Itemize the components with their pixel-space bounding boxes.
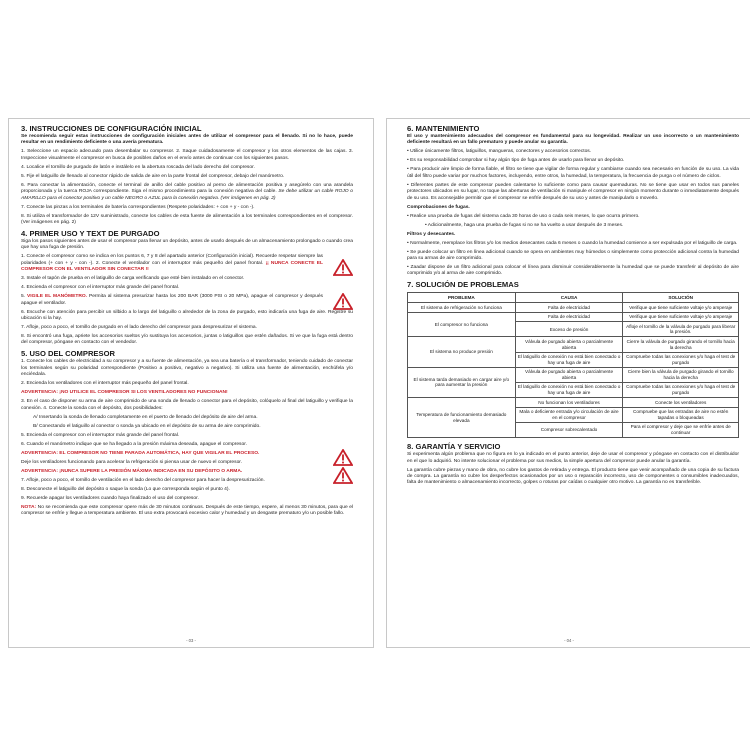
solution-cell: Compruebe que las entradas de aire no estén tapadas o bloqueadas (623, 407, 739, 422)
section-5-warning-fans: ADVERTENCIA: ¡NO UTILICE EL COMPRESOR SI LOS VENTILADORES NO FUNCIONAN! (21, 390, 228, 396)
note-text: No se recomienda que este compresor opere más de 30 minutos continuos. Después de este tiempo, espere, al menos 30 minutos, para que el compresor se enfríe y llegue a temperatura ambiente. El uso extra provocará excesivo calor y humedad y un desgaste prematuro y/o un posible fallo. (21, 504, 354, 517)
section-3-step-7: 7. Conecte las pinzas a los terminales de batería correspondientes (Respete polaridades: + con + y - con -). (21, 204, 255, 210)
manual-page-left (8, 118, 374, 648)
section-5-fans-note: Deje los ventiladores funcionando para acelerar la refrigeración si piensa usar de nuevo el compresor. (21, 459, 243, 465)
section-3-title: 3. INSTRUCCIONES DE CONFIGURACIÓN INICIAL (21, 124, 202, 133)
leak-checks-title: Comprobaciones de fugas. (407, 204, 470, 210)
table-row (408, 337, 739, 352)
cause-cell: El latiguillo de conexión no está bien conectado o hay una fuga de aire (515, 382, 623, 397)
section-4-step-5-row (21, 294, 353, 307)
table-row (408, 367, 739, 382)
problem-cell: El sistema no produce presión (408, 337, 516, 367)
section-5-step-3: 3. En el caso de disponer su arma de aire comprimido de una sonda de llenado o conector para el depósito, colóquelo al final del latiguillo y verifique la conexión. 4. Conecte la sonda con el depósito, dos posibilidades: (21, 399, 353, 411)
section-8-title: 8. GARANTÍA Y SERVICIO (407, 442, 501, 452)
filters-1: • Normalmente, reemplace los filtros y/o los medios desecantes cada 6 meses o cuando la humedad comience a ser expulsada por el latiguillo de carga. (407, 240, 738, 246)
section-3-step-1: 1. Seleccione un espacio adecuado para desembalar su compresor. 2. Saque cuidadosamente el compresor y los otros elementos de las cajas. 3. Inspeccione visualmente el compresor en busca de posibles daños en el envío antes de continuar con los siguientes pasos. (21, 149, 353, 161)
section-6-title: 6. MANTENIMIENTO (407, 124, 480, 133)
step-1-text: 1. Conecte el compresor como se indica en los puntos 6, 7 y 8 del apartado anterior (Configuración inicial). Recuerde respetar siempre las polaridades (+ con + y - con -). 2. Conecte el ventilador con el interruptor más pequeño del panel frontal. (21, 254, 323, 266)
cause-cell: Válvula de purgado abierta o parcialmente abierta (515, 367, 623, 382)
section-5-step-1: 1. Conecte los cables de electricidad a su compresor y a su fuente de alimentación, ya sea una batería o el transformador, teniendo cuidado de conectar los terminales según su polaridad correspondiente (Positivo a positivo, negativo a negativo). Si utiliza una fuente de alimentación, enchúfela y/o enciéndala. (21, 359, 353, 378)
section-5-step-8: 8. Desconecte el latiguillo del depósito o saque la sonda (Lo que corresponda según el punto 4). (21, 486, 230, 492)
section-4-step-8: 8. Si encontró una fuga, apriete los accesorios sueltos y/o sustituya los accesorios, juntas o latiguillos que estén dañados. Si ve que la fuga está dentro del compresor, póngase en contacto con el vendedor. (21, 334, 353, 346)
cause-cell: Falta de electricidad (515, 312, 623, 322)
section-4-intro: Siga los pasos siguientes antes de usar el compresor para llenar un depósito, antes de usarlo después de un almacenamiento prolongado o cuando crea que hay una fuga de presión. (21, 239, 353, 251)
section-5-step-2: 2. Encienda los ventiladores con el interruptor más pequeño del panel frontal. (21, 381, 189, 387)
step-5-num: 5. (21, 294, 26, 300)
section-5-warning-no-autostop: ADVERTENCIA: EL COMPRESOR NO TIENE PARADA AUTOMÁTICA, HAY QUE VIGILAR EL PROCESO. (21, 450, 260, 456)
table-row (408, 398, 739, 408)
section-4-title: 4. PRIMER USO Y TEXT DE PURGADO (21, 229, 160, 239)
section-4-step-3: 3. Instale el tapón de prueba en el latiguillo de carga verificando que esté bien instalado en el conector. (21, 276, 245, 282)
header-causa: CAUSA (515, 293, 623, 303)
warning-triangle-icon (333, 293, 353, 310)
solution-cell: Cierre la válvula de purgado girando el tornillo hacia la derecha (623, 337, 739, 352)
section-5-warning-max-pressure: ADVERTENCIA: ¡NUNCA SUPERE LA PRESIÓN MÁXIMA INDICADA EN SU DEPÓSITO O ARMA. (21, 468, 243, 474)
header-solucion: SOLUCIÓN (623, 293, 739, 303)
step-6-see-images: (Ver imágenes en pág. 2) (220, 195, 276, 201)
section-3-step-4: 4. Localice el tornillo de purgado de latón e instálelo en la abertura roscada del lado derecho del compresor. (21, 164, 255, 170)
problem-cell: Temperatura de funcionamiento demasiado elevada (408, 398, 516, 438)
step-1-warning: ¡¡ NUNCA CONECTE EL COMPRESOR CON EL VENTILADOR SIN CONECTAR !! (21, 260, 323, 273)
section-5-title: 5. USO DEL COMPRESOR (21, 349, 115, 359)
table-row (408, 312, 739, 322)
section-5-option-a: A/ Insertando la sonda de llenado completamente en el puerto de llenado del depósito de aire del arma. (33, 414, 258, 420)
cause-cell: Mala o deficiente entrada y/o circulación de aire en el compresor (515, 407, 623, 422)
section-5-step-7: 7. Afloje, poco a poco, el tornillo de ventilación en el lado derecho del compresor para hacer la despresurización. (21, 477, 265, 483)
section-8-paragraph-1: Si experimenta algún problema que no figura en lo ya indicado en el punto anterior, deje de usar el compresor y póngase en contacto con el distribuidor en el que lo adquirió. No intente solucionar el problema por sus medios, la simple apertura del compresor puede anular la garantía. (407, 452, 739, 464)
section-5-note (21, 505, 353, 518)
solution-cell: Conecte los ventiladores (623, 398, 739, 408)
page-number-right: - 04 - (564, 638, 574, 643)
table-header-row (408, 293, 739, 303)
section-5-warning-row-2 (21, 469, 353, 484)
cause-cell: El latiguillo de conexión no está bien conectado o hay una fuga de aire (515, 352, 623, 367)
solution-cell: Afloje el tornillo de la válvula de purgado para liberar la presión. (623, 322, 739, 337)
section-5-warning-row (21, 451, 353, 466)
warning-triangle-icon (333, 259, 353, 276)
filters-3: • Zaadar dispone de un filtro adicional para colocar el línea para disminuir considerablemente la humedad que se puede transferir al depósito de aire comprimido y/o al arma de aire comprimido. (407, 265, 739, 277)
right-column (407, 123, 739, 489)
table-row (408, 303, 739, 313)
section-3-step-6 (21, 183, 353, 202)
section-4-step-1 (21, 254, 323, 273)
troubleshooting-table (407, 292, 739, 438)
step-5-watch-gauge: VIGILE EL MANÓMETRO. (27, 294, 88, 300)
step-5-text: Permita al sistema presurizar hasta los 200 BAR (3000 PSI o 20 MPa), apague el compresor y después apague el ventilador. (21, 294, 323, 306)
filters-2: • Se puede colocar un filtro en línea adicional cuando se opera en ambientes muy húmedos o simplemente como protección adicional contra la humedad para su armas de aire comprimido. (407, 249, 739, 262)
section-4-step-1-row (21, 254, 353, 273)
solution-cell: Verifique que tiene suficiente voltaje y/o amperaje (623, 303, 739, 313)
section-5-step-5: 5. Encienda el compresor con el interruptor más grande del panel frontal. (21, 432, 180, 438)
section-3-step-5: 5. Fije el latiguillo de llenado al conector rápido de salida de aire en la parte frontal del compresor, debajo del manómetro. (21, 173, 285, 179)
problem-cell: El compresor no funciona (408, 312, 516, 337)
filters-title: Filtros y desecantes. (407, 231, 456, 237)
section-5-step-6: 6. Cuando el manómetro indique que se ha llegado a la presión máxima deseada, apague el compresor. (21, 441, 247, 447)
cause-cell: Exceso de presión (515, 322, 623, 337)
cause-cell: Válvula de purgado abierta o parcialmente abierta (515, 337, 623, 352)
section-4-step-7: 7. Afloje, poco a poco, el tornillo de purgado en el lado derecho del compresor para despresurizar el sistema. (21, 325, 257, 331)
section-7-title: 7. SOLUCIÓN DE PROBLEMAS (407, 280, 519, 290)
section-3-intro: Se recomienda seguir estas instrucciones de configuración iniciales antes de utilizar el compresor para el llenado. Si no lo hace, puede resultar en un rendimiento deficiente o una avería prematura. (21, 134, 353, 146)
solution-cell: Cierre bien la válvula de purgado girando el tornillo hacia la derecha (623, 367, 739, 382)
section-5-step-9: 9. Recuerde apagar los ventiladores cuando haya finalizado el uso del compresor. (21, 495, 199, 501)
section-4-step-6: 6. Escuche con atención para percibir un silbido a lo largo del latiguillo o alrededor de la zona de purgado, esto indicaría una fuga de aire. Registre su ubicación si la hay. (21, 309, 353, 322)
cause-cell: No funcionan los ventiladores (515, 398, 623, 408)
section-6-bullet-2: • Es su responsabilidad comprobar si hay algún tipo de fuga antes de usarlo para llenar un depósito. (407, 158, 625, 164)
problem-cell: El sistema tarda demasiado en cargar aire y/o para aumentar la presión (408, 367, 516, 397)
cause-cell: Falta de electricidad (515, 303, 623, 313)
warning-triangle-icon (333, 449, 353, 466)
section-4-step-5 (21, 294, 323, 307)
solution-cell: Verifique que tiene suficiente voltaje y/o amperaje (623, 312, 739, 322)
section-6-bullet-4: • Diferentes partes de este compresor pueden calentarse lo suficiente como para causar quemaduras. No se tiene que usar en todos sus paneles protectores ubicados en su lugar, no toque las aberturas de ventilación ni manipule el compresor en ningún momento durante o inmediatamente después de su uso. Es aconsejable permitir que el compresor se enfríe después de su uso y antes de manipularlo o moverlo. (407, 182, 739, 201)
manual-page-right (386, 118, 750, 648)
section-6-bullet-1: • Utilice únicamente filtros, latiguillos, mangueras, conectores y accesorios correctos. (407, 149, 592, 155)
solution-cell: Compruebe todas las conexiones y/o haga el test de purgado (623, 352, 739, 367)
section-8-paragraph-2: La garantía cubre piezas y mano de obra, no cubre los gastos de retirada y entrega. El producto tiene que venir acompañado de una copia de su factura de compra. La garantía no cubre los desperfectos ocasionados por un uso o reparación incorrecto, uso de componentes o consumibles inadecuados, falta de mantenimiento o almacenamiento incorrecto, golpes o roturas por caídas o cualquier otro motivo. La garantía no es transferible. (407, 467, 739, 486)
section-3-step-8: 8. Si utiliza el transformador de 12V suministrado, conecte los cables de esta fuente de alimentación a los terminales correspondientes en el compresor. (Ver imágenes en pág. 2) (21, 213, 353, 226)
solution-cell: Para el compresor y deje que se enfríe antes de continuar (623, 422, 739, 437)
header-problema: PROBLEMA (408, 293, 516, 303)
left-column (21, 123, 353, 520)
warning-triangle-icon (333, 467, 353, 484)
cause-cell: Compresor sobrecalentado (515, 422, 623, 437)
problem-cell: El sistema de refrigeración no funciona (408, 303, 516, 313)
page-number-left: - 03 - (186, 638, 196, 643)
section-6-intro: El uso y mantenimiento adecuados del compresor es fundamental para su longevidad. Realizar un uso incorrecto o un mantenimiento deficiente resultará en un fallo prematuro y puede anular su garantía. (407, 134, 739, 146)
section-5-option-b: B/ Conectando el latiguillo al conector o sonda ya ubicado en el depósito de su arma de aire comprimido. (33, 423, 261, 429)
step-6-text: 6. Para conectar la alimentación, conecte el terminal de anillo del cable positivo al perno de alimentación positiva y asegúrelo con una arandela proporcionada y la tuerca ROJA correspondiente. Siga el mismo procedimiento para la conexión negativa del cable. (21, 182, 353, 195)
section-4-step-4: 4. Encienda el compresor con el interruptor más grande del panel frontal. (21, 285, 180, 291)
note-label: NOTA: (21, 504, 37, 510)
leak-checks-2: • Adicionalmente, haga una prueba de fugas si no se ha vuelto a usar después de 3 meses. (425, 222, 624, 228)
solution-cell: Compruebe todas las conexiones y/o haga el test de purgado (623, 382, 739, 397)
section-6-bullet-3: • Para producir aire limpio de forma fiable, el filtro se tiene que vigilar de forma regular y cambiarse cuando sea necesario en función de su uso. La vida útil del filtro puede variar por muchos factores, incluyendo, entre otros, la humedad, la temperatura, la frecuencia de purga o el número de ciclos. (407, 167, 739, 179)
step-6-cable-note: Se debe utilizar un cable ROJO o AMARILLO para el conector positivo y un cable NEGRO o AZUL para la conexión negativa. (21, 189, 354, 201)
leak-checks-1: • Realice una prueba de fugas del sistema cada 30 horas de uso o cada seis meses, lo que ocurra primero. (407, 213, 640, 219)
